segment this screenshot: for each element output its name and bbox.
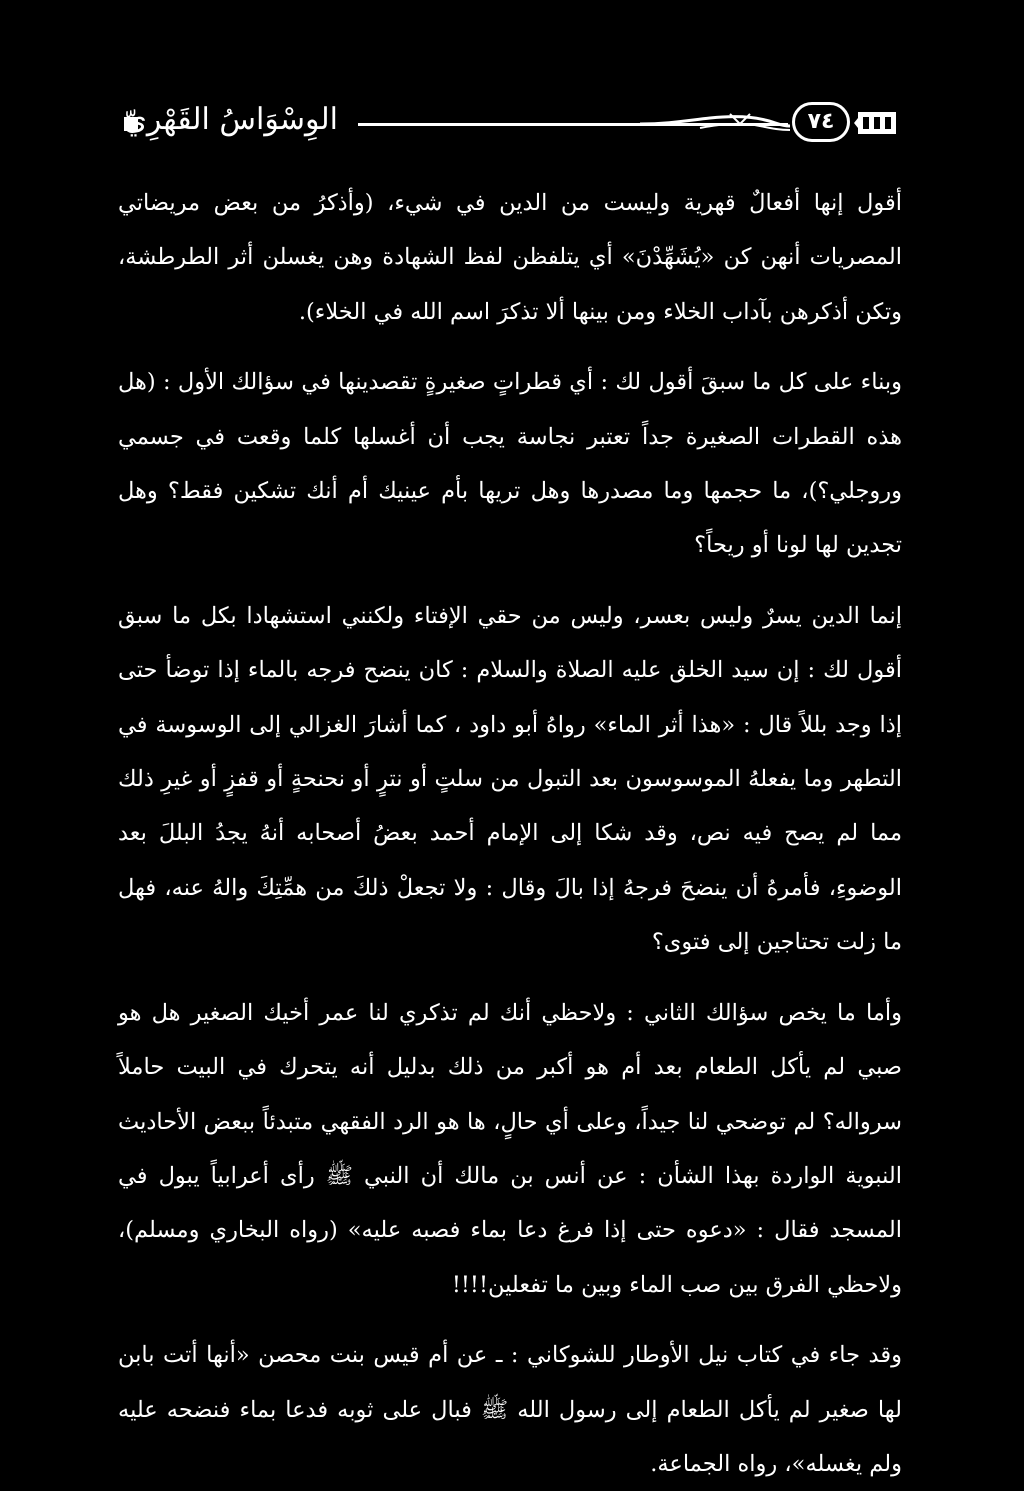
paragraph: وأما ما يخص سؤالك الثاني : ولاحظي أنك لم تذكري لنا عمر أخيك الصغير هل هو صبي لم يأكل الطعام بعد أم هو أكبر من ذلك بدليل أنه يتحرك في البيت حاملاً سرواله؟ لم توضحي لنا جيداً، وعلى أي حالٍ، ها هو الرد الفقهي متبدئاً ببعض الأحاديث النبوية الواردة بهذا الشأن : عن أنس بن مالك أن النبي ﷺ رأى أعرابياً يبول في المسجد فقال : «دعوه حتى إذا فرغ دعا بماء فصبه عليه» (رواه البخاري ومسلم)، ولاحظي الفرق بين صب الماء وبين ما تفعلين!!!! <box>118 999 902 1298</box>
paragraph: وقد جاء في كتاب نيل الأوطار للشوكاني : ـ عن أم قيس بنت محصن «أنها أتت بابن لها صغير لم يأكل الطعام إلى رسول الله ﷺ فبال على ثوبه فدعا بماء فنضحه عليه ولم يغسله»، رواه الجماعة. <box>118 1342 902 1477</box>
paragraph: إنما الدين يسرٌ وليس بعسر، وليس من حقي الإفتاء ولكنني استشهادا بكل ما سبق أقول لك : إن سيد الخلق عليه الصلاة والسلام : كان ينضح فرجه بالماء إذا توضأ حتى إذا وجد بللاً قال : «هذا أثر الماء» رواهُ أبو داود ، كما أشارَ الغزالي إلى الوسوسة في التطهر وما يفعلهُ الموسوسون بعد التبول من سلتٍ أو نترٍ أو نحنحةٍ أو قفزٍ أو غيرِ ذلك مما لم يصح فيه نص، وقد شكا إلى الإمام أحمد بعضُ أصحابه أنهُ يجدُ البللَ بعد الوضوءِ، فأمرهُ أن ينضحَ فرجهُ إذا بالَ وقال : ولا تجعلْ ذلكَ من همِّتِكَ والهُ عنه، فهل ما زلت تحتاجين إلى فتوى؟ <box>118 602 902 956</box>
rule-flourish-icon <box>640 110 790 138</box>
paragraph: وبناء على كل ما سبقَ أقول لك : أي قطراتٍ صغيرةٍ تقصدينها في سؤالك الأول : (هل هذه القطرات الصغيرة جداً تعتبر نجاسة يجب أن أغسلها كلما وقعت في جسمي وروجلي؟)، ما حجمها وما مصدرها وهل تريها بأم عينيك أم أنك تشكين فقط؟ وهل تجدين لها لونا أو ريحاً؟ <box>118 369 902 559</box>
body-text <box>118 176 902 1491</box>
ornament-icon <box>854 108 900 138</box>
page-header <box>120 96 900 146</box>
running-title: الوِسْوَاسُ القَهْرِيّ <box>123 102 338 137</box>
paragraph: أقول إنها أفعالٌ قهرية وليست من الدين في شيء، (وأذكرُ من بعض مريضاتي المصريات أنهن كن «يُشَهِّدْنَ» أي يتلفظن لفظ الشهادة وهن يغسلن أثر الطرطشة، وتكن أذكرهن بآداب الخلاء ومن بينها ألا تذكرَ اسم الله في الخلاء). <box>118 190 902 325</box>
page-number-badge: ٧٤ <box>792 102 850 142</box>
